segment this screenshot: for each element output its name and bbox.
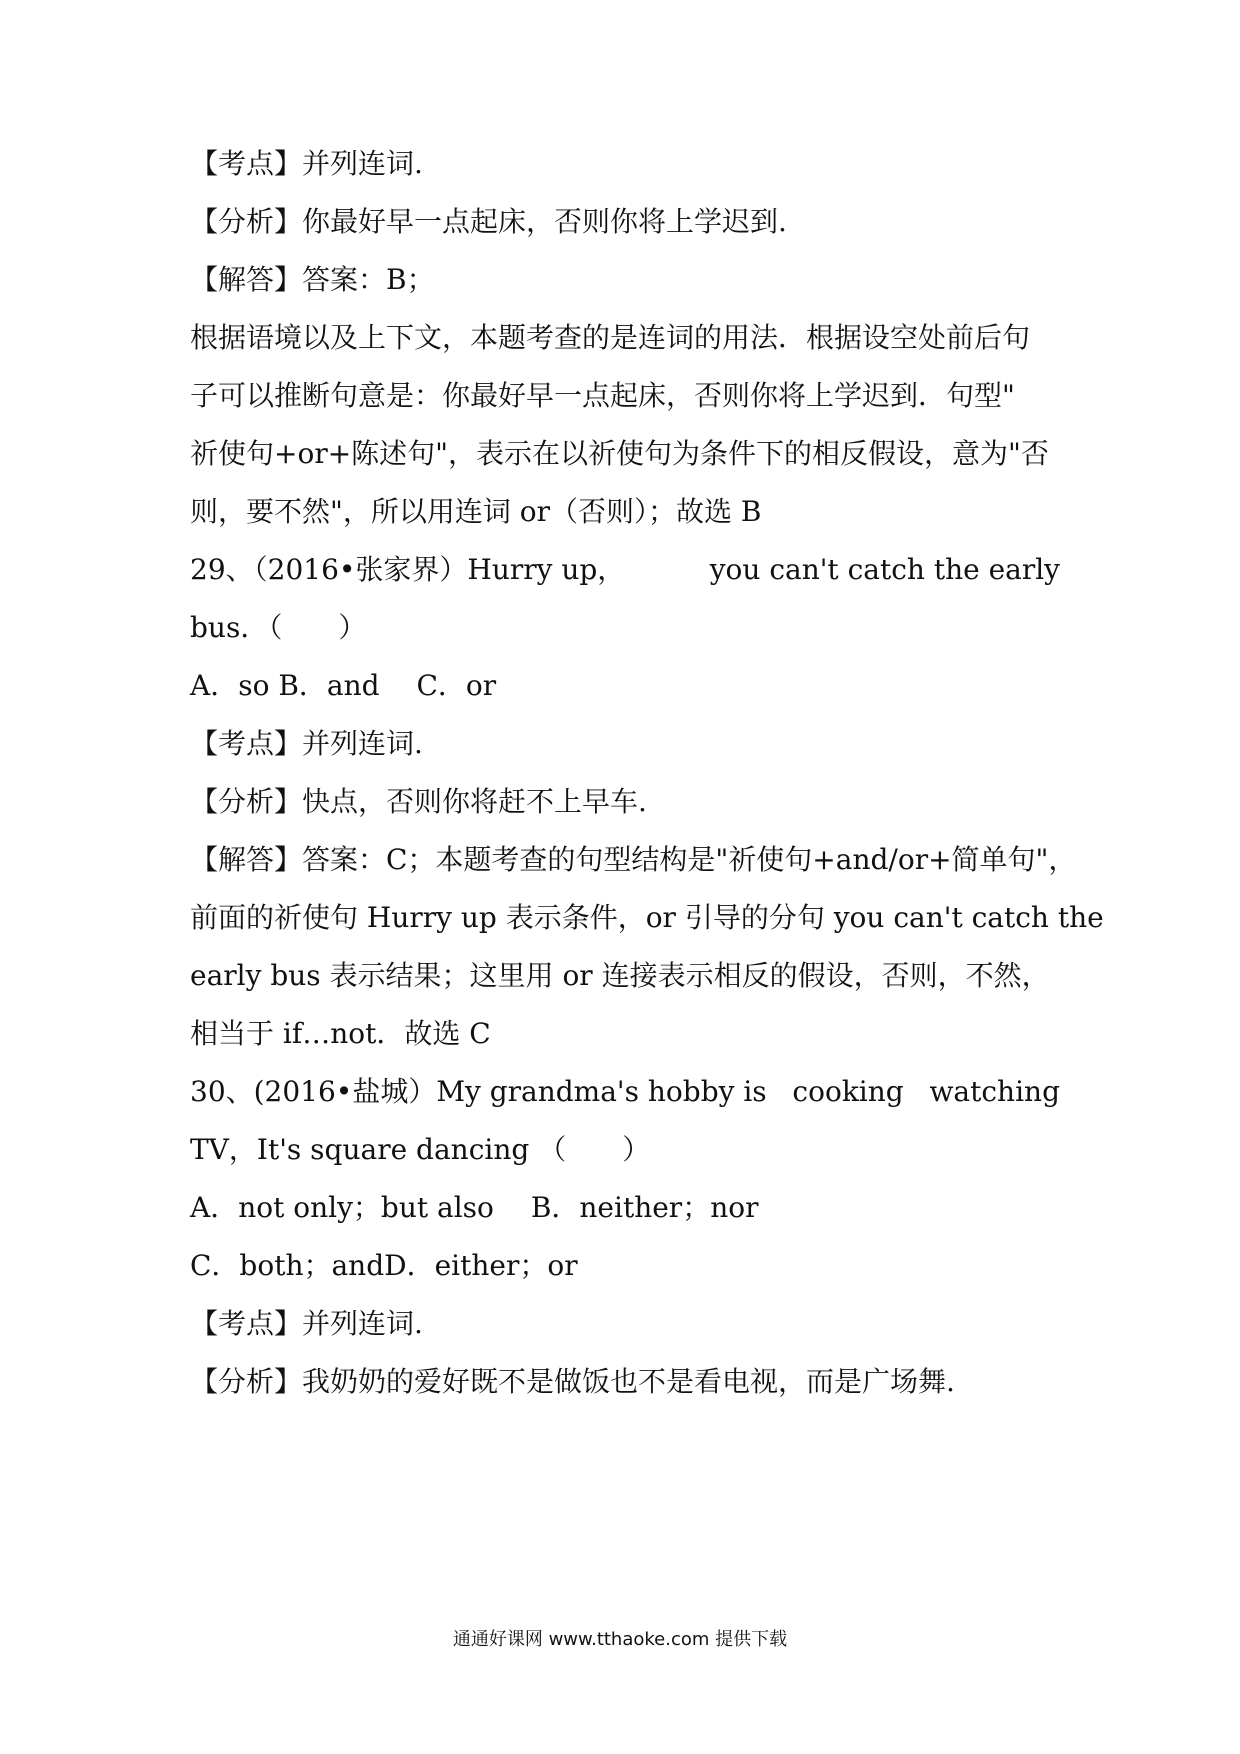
question-29-stem-right: you can't catch the early <box>709 553 1060 586</box>
question-29-stem-cont: bus．（ ） <box>190 611 367 644</box>
jieda-line: early bus 表示结果；这里用 or 连接表示相反的假设，否则，不然， <box>190 959 1050 992</box>
question-29-stem <box>190 550 1060 590</box>
question-30-stem-a: 30、(2016•盐城）My grandma's hobby is <box>190 1075 767 1108</box>
fenxi-line: 【分析】你最好早一点起床，否则你将上学迟到. <box>190 205 787 238</box>
question-30-options: C．both；andD．either；or <box>190 1249 578 1282</box>
question-30-stem-b: cooking <box>792 1075 904 1108</box>
jieda-line: 【解答】答案：C；本题考查的句型结构是"祈使句+and/or+简单句"， <box>190 843 1077 876</box>
explanation-line: 祈使句+or+陈述句"，表示在以祈使句为条件下的相反假设，意为"否 <box>190 437 1049 470</box>
kaodian-line: 【考点】并列连词. <box>190 727 423 760</box>
explanation-line: 则，要不然"，所以用连词 or（否则）；故选 B <box>190 495 762 528</box>
kaodian-line: 【考点】并列连词. <box>190 1307 423 1340</box>
question-30-stem-cont: TV，It's square dancing （ ） <box>190 1133 651 1166</box>
jieda-line: 【解答】答案：B； <box>190 263 435 296</box>
explanation-line: 子可以推断句意是：你最好早一点起床，否则你将上学迟到．句型" <box>190 379 1015 412</box>
jieda-line: 相当于 if…not．故选 C <box>190 1017 491 1050</box>
question-29-stem-left: 29、（2016•张家界）Hurry up， <box>190 553 626 586</box>
question-30-stem-c: watching <box>929 1075 1060 1108</box>
jieda-line: 前面的祈使句 Hurry up 表示条件，or 引导的分句 you can't catch the <box>190 901 1104 934</box>
kaodian-line: 【考点】并列连词. <box>190 147 423 180</box>
fenxi-line: 【分析】我奶奶的爱好既不是做饭也不是看电视，而是广场舞. <box>190 1365 955 1398</box>
fenxi-line: 【分析】快点，否则你将赶不上早车. <box>190 785 647 818</box>
question-30-stem <box>190 1072 1060 1112</box>
question-30-options: A．not only；but also B．neither；nor <box>190 1191 759 1224</box>
page-footer: 通通好课网 www.tthaoke.com 提供下载 <box>452 1629 788 1650</box>
question-29-options: A．so B．and C．or <box>190 669 497 702</box>
explanation-line: 根据语境以及上下文，本题考查的是连词的用法．根据设空处前后句 <box>190 321 1031 354</box>
